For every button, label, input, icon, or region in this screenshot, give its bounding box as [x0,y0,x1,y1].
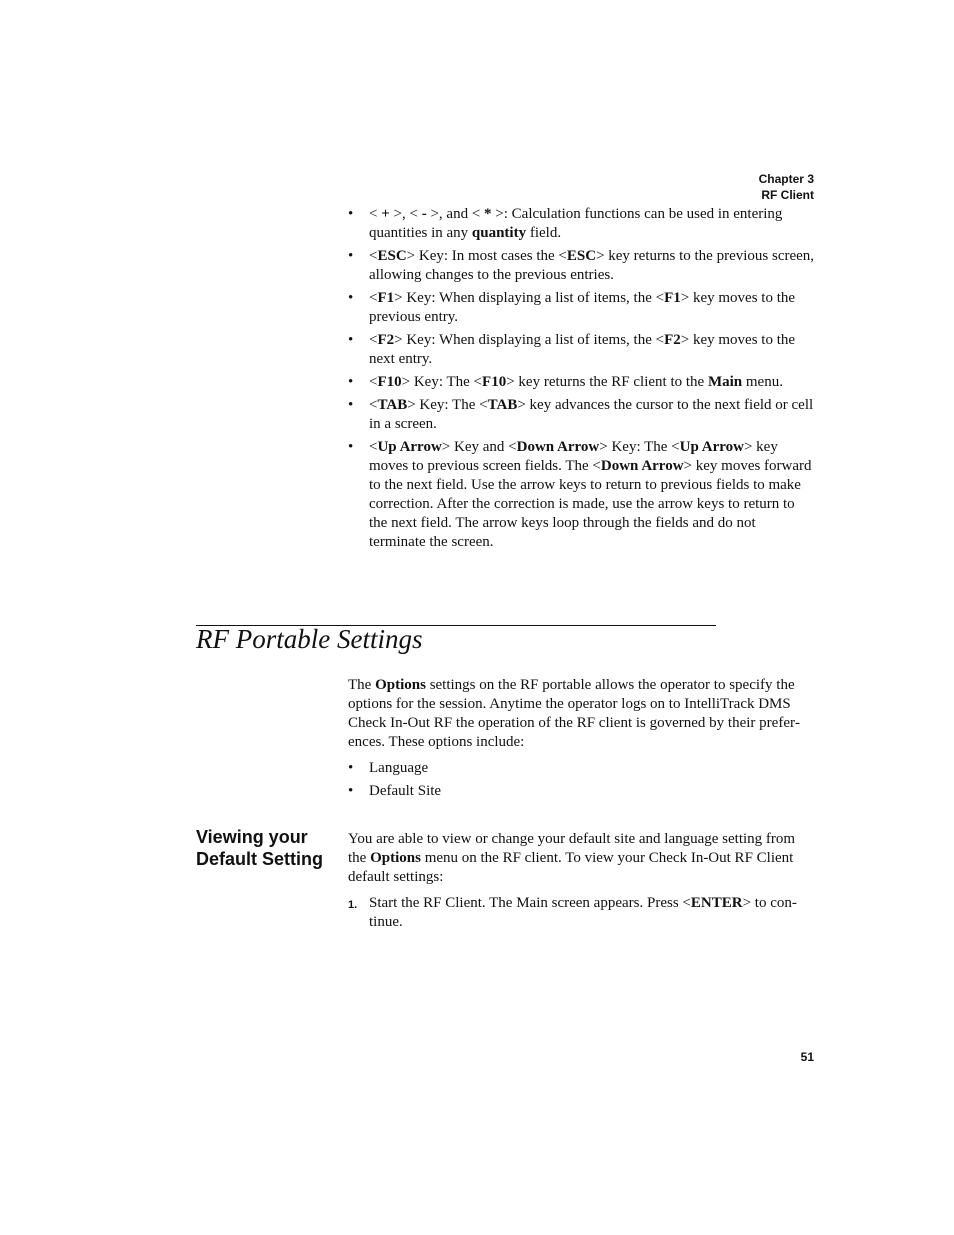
text-run: settings on the RF portable allows the operator to specify the options for the session. Anytime the operator logs on to IntelliTrack DMS Check In-Out RF the operation of the RF client is governed by their preferences. These options include: [348,677,800,750]
text-run: field. [526,225,562,241]
bold-term: Down Arrow [600,458,684,474]
text-run: > Key: When displaying a list of items, the < [394,290,665,306]
section-title: RF Portable Settings [196,624,423,654]
option-item-default-site: • Default Site [348,782,816,801]
text-run: > Key: The < [599,439,680,455]
key-bullet [348,438,816,552]
bold-term: quantity [471,225,527,241]
step-item [348,894,816,932]
bold-term: Options [370,850,421,866]
bold-term: F2 [377,332,395,348]
text-run: > key returns to the previous screen, allowing changes to the previous entries. [369,248,815,283]
bold-term: F1 [664,290,681,306]
options-list [348,759,816,801]
text-run: > to continue. [369,895,797,930]
bold-term: Options [375,677,426,693]
bold-term: ESC [566,248,597,264]
text-run: < [369,374,378,390]
steps-list [348,894,816,932]
text-run: The [348,677,376,693]
chapter-section-label: RF Client [761,188,814,202]
section-intro-paragraph [348,676,816,752]
running-header [759,171,814,203]
chapter-label: Chapter 3 [758,172,814,186]
key-bullet [348,331,816,369]
subsection-intro-paragraph [348,830,816,887]
bold-term: F10 [377,374,402,390]
text-run: < [369,206,382,222]
text-run: < [369,248,378,264]
option-item-language: • Language [348,759,816,778]
key-functions-list-container [348,205,816,556]
key-bullet [348,289,816,327]
key-functions-list [348,205,816,552]
bold-term: * [484,206,492,222]
text-run: > key moves to previous screen fields. The < [369,439,778,474]
key-bullet [348,247,816,285]
bold-term: F1 [377,290,395,306]
text-run: < [369,290,378,306]
step-number: 1. [348,899,358,911]
text-run: > key moves forward to the next field. Use the arrow keys to return to previous fields to make correction. After the correction is made, use the arrow keys to return to the next field. The arrow keys loop through the fields and do not terminate the screen. [369,458,812,550]
text-run: > key moves to the next entry. [369,332,796,367]
text-run: >, < [389,206,422,222]
bold-term: Down Arrow [516,439,600,455]
bold-term: Up Arrow [377,439,442,455]
bold-term: F2 [664,332,681,348]
bold-term: + [381,206,390,222]
bold-term: F10 [482,374,507,390]
text-run: > Key and < [441,439,517,455]
key-bullet [348,396,816,434]
bold-term: Main [707,374,743,390]
text-run: > key returns the RF client to the [506,374,708,390]
text-run: You are able to view or change your default site and language setting from the [348,831,796,866]
bold-term: TAB [377,397,408,413]
text-run: > Key: When displaying a list of items, the < [394,332,665,348]
text-run: > key moves to the previous entry. [369,290,796,325]
text-run: < [369,397,378,413]
bold-term: - [421,206,427,222]
key-bullet [348,205,816,243]
bold-term: ESC [377,248,407,264]
page-number: 51 [800,1050,814,1064]
text-run: < [369,439,378,455]
bold-term: ENTER [690,895,743,911]
text-run: > Key: The < [401,374,483,390]
text-run: >, and < [426,206,485,222]
text-run: > Key: The < [407,397,488,413]
text-run: > Key: In most cases the < [406,248,567,264]
step-text [369,895,797,930]
text-run: >: Calculation functions can be used in entering quantities in any [369,206,783,241]
text-run: > key advances the cursor to the next field or cell in a screen. [369,397,814,432]
text-run: < [369,332,378,348]
subsection-heading: Viewing your Default Setting [196,827,324,869]
text-run: menu. [742,374,783,390]
text-run: menu on the RF client. To view your Check In-Out RF Client default settings: [348,850,794,885]
bold-term: Up Arrow [679,439,744,455]
section-body [348,676,816,805]
key-bullet [348,373,816,392]
bold-term: TAB [487,397,518,413]
text-run: Start the RF Client. The Main screen appears. Press < [369,895,691,911]
subsection-body [348,830,816,932]
